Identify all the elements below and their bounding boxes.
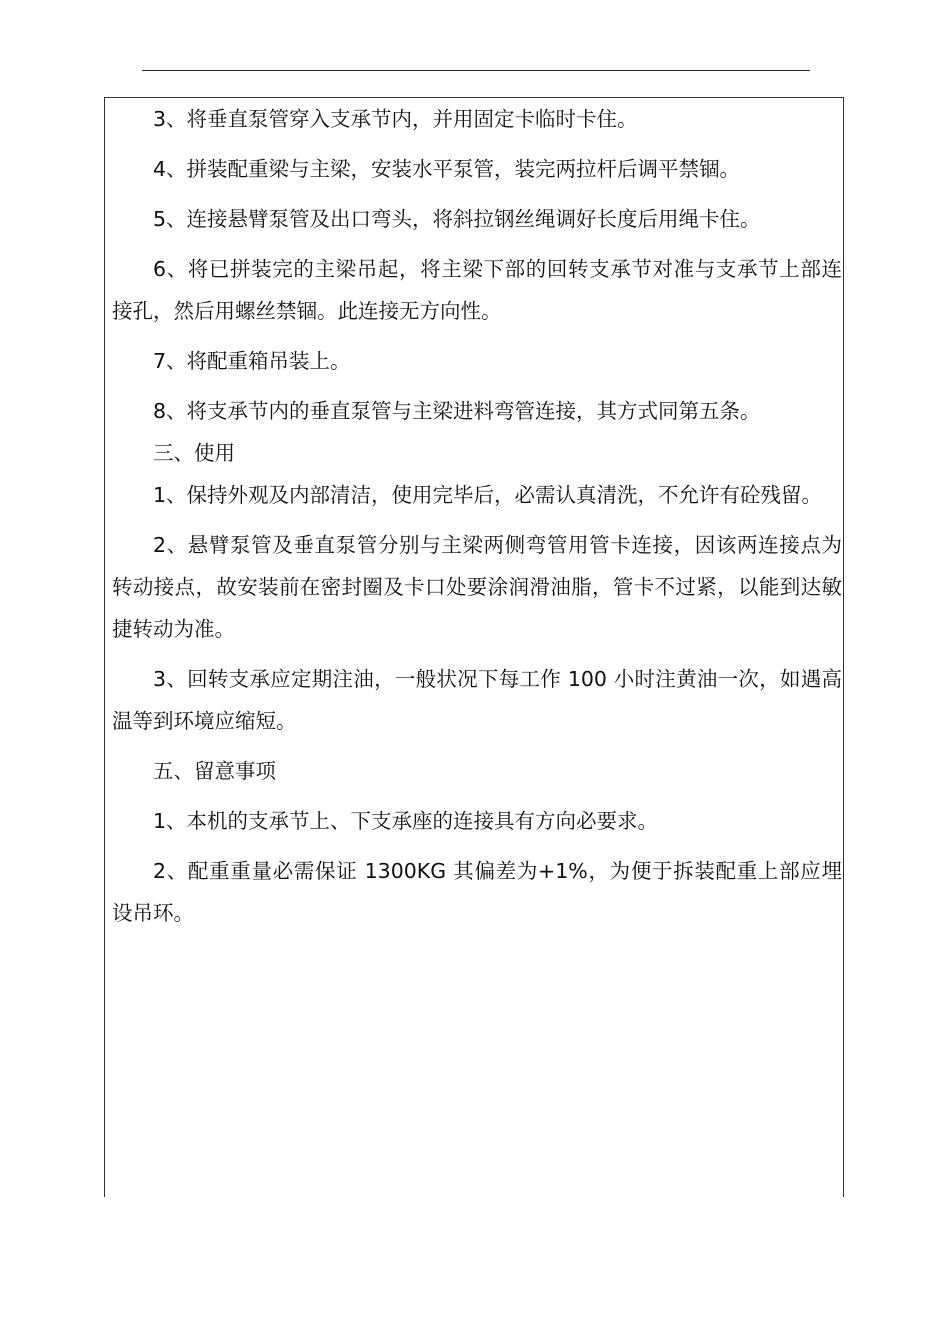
paragraph-notes-1: 1、本机的支承节上、下支承座的连接具有方向必要求。: [153, 809, 659, 833]
paragraph-usage-3: 3、回转支承应定期注油，一般状况下每工作 100 小时注黄油一次，如遇高温等到环境应缩短。: [112, 667, 842, 733]
paragraph-step-3: 3、将垂直泵管穿入支承节内，并用固定卡临时卡住。: [153, 107, 638, 131]
paragraph-notes-2: 2、配重重量必需保证 1300KG 其偏差为+1%，为便于拆装配重上部应埋设吊环。: [112, 859, 842, 925]
paragraph-step-6: 6、将已拼装完的主梁吊起，将主梁下部的回转支承节对准与支承节上部连接孔，然后用螺丝禁锢。此连接无方向性。: [112, 257, 842, 323]
paragraph-step-5: 5、连接悬臂泵管及出口弯头，将斜拉钢丝绳调好长度后用绳卡住。: [153, 207, 761, 231]
section-heading-usage: 三、使用: [153, 441, 235, 465]
paragraph-usage-1: 1、保持外观及内部清洁，使用完毕后，必需认真清洗，不允许有砼残留。: [153, 483, 823, 507]
document-body: [112, 98, 842, 934]
section-heading-notes: 五、留意事项: [153, 759, 276, 783]
paragraph-step-4: 4、拼装配重梁与主梁，安装水平泵管，装完两拉杆后调平禁锢。: [153, 157, 741, 181]
paragraph-usage-2: 2、悬臂泵管及垂直泵管分别与主梁两侧弯管用管卡连接，因该两连接点为转动接点，故安装前在密封圈及卡口处要涂润滑油脂，管卡不过紧，以能到达敏捷转动为准。: [112, 533, 842, 641]
header-rule: [142, 70, 810, 71]
paragraph-step-7: 7、将配重箱吊装上。: [153, 349, 351, 373]
paragraph-step-8: 8、将支承节内的垂直泵管与主梁进料弯管连接，其方式同第五条。: [153, 399, 761, 423]
